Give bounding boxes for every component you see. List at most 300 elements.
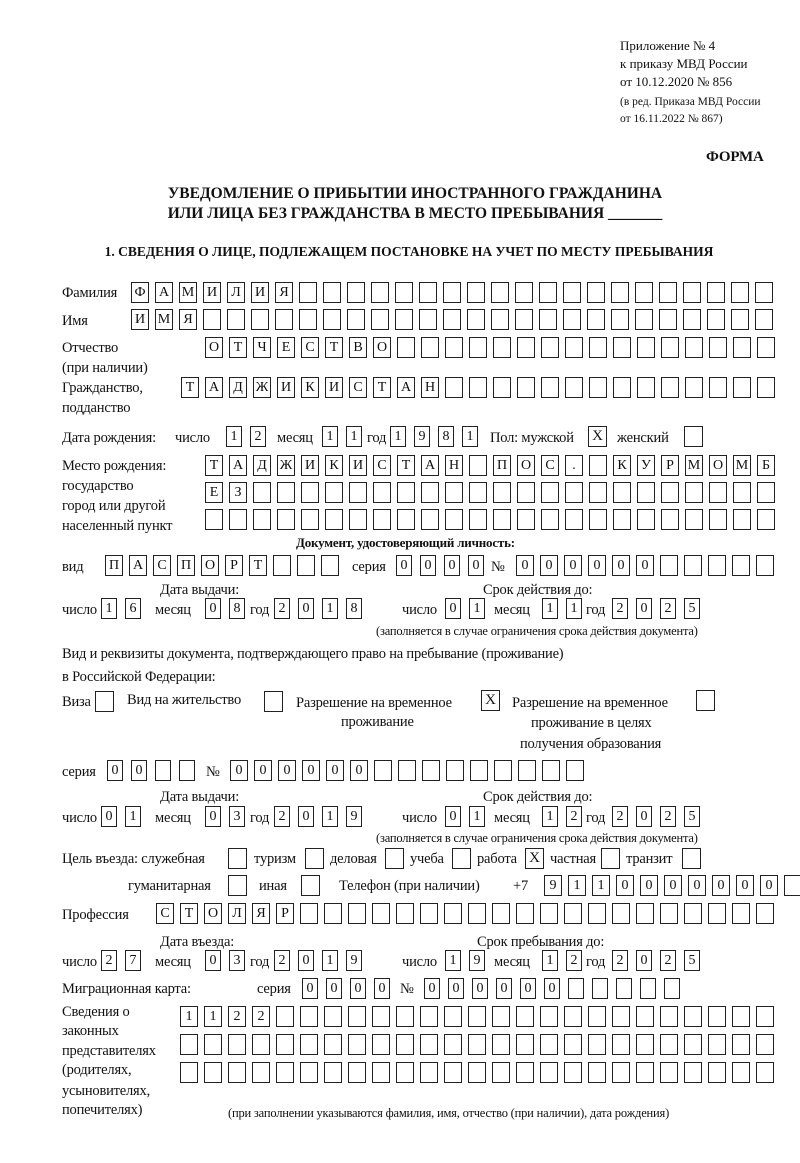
cell[interactable] (347, 309, 365, 330)
temp-residence-edu-checkbox[interactable] (696, 690, 715, 711)
cell[interactable] (469, 337, 487, 358)
purpose-transit-checkbox[interactable] (682, 848, 701, 869)
cell[interactable]: 0 (468, 555, 484, 576)
cell[interactable] (277, 509, 295, 530)
cell[interactable]: 0 (588, 555, 606, 576)
cell[interactable]: И (203, 282, 221, 303)
cell[interactable]: Т (325, 337, 343, 358)
cell[interactable]: 2 (274, 950, 290, 971)
cell[interactable]: Я (275, 282, 293, 303)
cell[interactable] (683, 309, 701, 330)
cell[interactable]: 1 (101, 598, 117, 619)
cell[interactable]: 1 (542, 598, 558, 619)
cell[interactable] (709, 482, 727, 503)
cell[interactable]: 0 (101, 806, 117, 827)
cell[interactable] (349, 482, 367, 503)
cell[interactable] (565, 482, 583, 503)
cell[interactable] (227, 309, 245, 330)
cell[interactable] (300, 1034, 318, 1055)
cell[interactable] (228, 1034, 246, 1055)
cell[interactable] (685, 377, 703, 398)
cell[interactable] (756, 1034, 774, 1055)
cell[interactable] (684, 1006, 702, 1027)
cell[interactable] (372, 1062, 390, 1083)
cell[interactable] (180, 1062, 198, 1083)
residence-permit-checkbox[interactable] (264, 691, 283, 712)
cell[interactable]: 0 (278, 760, 296, 781)
cell[interactable] (660, 1006, 678, 1027)
cell[interactable] (733, 377, 751, 398)
cell[interactable] (324, 1062, 342, 1083)
cell[interactable] (204, 1034, 222, 1055)
purpose-study-checkbox[interactable] (452, 848, 471, 869)
cell[interactable] (637, 377, 655, 398)
cell[interactable]: 1 (469, 598, 485, 619)
cell[interactable] (420, 1006, 438, 1027)
cell[interactable] (273, 555, 291, 576)
cell[interactable]: 9 (346, 950, 362, 971)
cell[interactable]: 1 (462, 426, 478, 447)
cell[interactable] (397, 482, 415, 503)
cell[interactable] (348, 1006, 366, 1027)
cell[interactable] (565, 509, 583, 530)
cell[interactable]: 1 (322, 950, 338, 971)
cell[interactable]: 9 (414, 426, 430, 447)
cell[interactable] (445, 337, 463, 358)
cell[interactable] (708, 903, 726, 924)
cell[interactable] (539, 309, 557, 330)
cell[interactable] (589, 482, 607, 503)
cell[interactable] (445, 482, 463, 503)
cell[interactable] (515, 309, 533, 330)
cell[interactable]: К (613, 455, 631, 476)
cell[interactable]: 0 (445, 806, 461, 827)
cell[interactable] (612, 1006, 630, 1027)
cell[interactable] (445, 509, 463, 530)
cell[interactable] (565, 377, 583, 398)
cell[interactable]: 0 (736, 875, 754, 896)
cell[interactable]: М (685, 455, 703, 476)
cell[interactable] (756, 903, 774, 924)
cell[interactable]: О (205, 337, 223, 358)
cell[interactable]: 2 (101, 950, 117, 971)
cell[interactable] (613, 377, 631, 398)
cell[interactable]: Р (276, 903, 294, 924)
cell[interactable] (443, 309, 461, 330)
cell[interactable]: 0 (636, 598, 652, 619)
cell[interactable] (541, 509, 559, 530)
cell[interactable]: 9 (469, 950, 485, 971)
cell[interactable]: 5 (684, 806, 700, 827)
cell[interactable]: С (373, 455, 391, 476)
cell[interactable]: 2 (612, 950, 628, 971)
cell[interactable]: И (301, 455, 319, 476)
cell[interactable] (300, 1062, 318, 1083)
cell[interactable] (494, 760, 512, 781)
cell[interactable] (422, 760, 440, 781)
cell[interactable]: 2 (612, 598, 628, 619)
cell[interactable]: 0 (298, 950, 314, 971)
cell[interactable] (444, 1034, 462, 1055)
cell[interactable] (203, 309, 221, 330)
cell[interactable]: М (733, 455, 751, 476)
cell[interactable]: Д (229, 377, 247, 398)
cell[interactable]: 0 (205, 598, 221, 619)
cell[interactable]: 2 (252, 1006, 270, 1027)
purpose-service-checkbox[interactable] (228, 848, 247, 869)
cell[interactable] (640, 978, 656, 999)
cell[interactable] (372, 903, 390, 924)
cell[interactable]: 5 (684, 950, 700, 971)
cell[interactable] (397, 509, 415, 530)
cell[interactable] (661, 509, 679, 530)
cell[interactable]: 7 (125, 950, 141, 971)
cell[interactable]: Р (661, 455, 679, 476)
cell[interactable] (589, 337, 607, 358)
cell[interactable]: 0 (444, 555, 460, 576)
cell[interactable]: 1 (542, 806, 558, 827)
cell[interactable]: 0 (616, 875, 634, 896)
cell[interactable] (733, 509, 751, 530)
cell[interactable] (324, 903, 342, 924)
cell[interactable] (516, 1034, 534, 1055)
cell[interactable] (635, 309, 653, 330)
cell[interactable]: 0 (205, 950, 221, 971)
cell[interactable]: 2 (612, 806, 628, 827)
cell[interactable] (492, 1062, 510, 1083)
cell[interactable] (541, 337, 559, 358)
cell[interactable] (563, 282, 581, 303)
cell[interactable] (612, 1034, 630, 1055)
cell[interactable] (371, 309, 389, 330)
cell[interactable]: И (251, 282, 269, 303)
cell[interactable] (469, 509, 487, 530)
cell[interactable] (516, 1062, 534, 1083)
cell[interactable] (659, 309, 677, 330)
cell[interactable] (732, 903, 750, 924)
cell[interactable]: 0 (688, 875, 706, 896)
cell[interactable]: 0 (298, 598, 314, 619)
cell[interactable]: 2 (660, 806, 676, 827)
cell[interactable]: П (177, 555, 195, 576)
cell[interactable] (588, 1006, 606, 1027)
cell[interactable] (446, 760, 464, 781)
cell[interactable] (444, 1006, 462, 1027)
cell[interactable] (731, 309, 749, 330)
cell[interactable] (421, 337, 439, 358)
cell[interactable]: Р (225, 555, 243, 576)
cell[interactable]: 1 (322, 426, 338, 447)
cell[interactable]: З (229, 482, 247, 503)
cell[interactable] (660, 1062, 678, 1083)
cell[interactable]: 6 (125, 598, 141, 619)
cell[interactable] (419, 309, 437, 330)
cell[interactable] (251, 309, 269, 330)
cell[interactable] (707, 309, 725, 330)
cell[interactable] (540, 1006, 558, 1027)
purpose-business-checkbox[interactable] (385, 848, 404, 869)
visa-checkbox[interactable] (95, 691, 114, 712)
cell[interactable]: Т (373, 377, 391, 398)
cell[interactable] (297, 555, 315, 576)
cell[interactable]: И (131, 309, 149, 330)
cell[interactable]: Я (179, 309, 197, 330)
cell[interactable] (180, 1034, 198, 1055)
cell[interactable] (372, 1006, 390, 1027)
cell[interactable]: И (277, 377, 295, 398)
cell[interactable] (275, 309, 293, 330)
cell[interactable] (421, 509, 439, 530)
cell[interactable]: 2 (660, 950, 676, 971)
cell[interactable] (756, 555, 774, 576)
cell[interactable]: Е (205, 482, 223, 503)
cell[interactable]: 0 (448, 978, 464, 999)
cell[interactable] (637, 482, 655, 503)
cell[interactable]: С (156, 903, 174, 924)
cell[interactable] (420, 1034, 438, 1055)
cell[interactable]: У (637, 455, 655, 476)
cell[interactable] (660, 1034, 678, 1055)
cell[interactable]: 0 (326, 760, 344, 781)
cell[interactable]: 0 (230, 760, 248, 781)
cell[interactable] (589, 455, 607, 476)
cell[interactable]: 0 (520, 978, 536, 999)
cell[interactable] (493, 337, 511, 358)
cell[interactable] (396, 1006, 414, 1027)
cell[interactable] (347, 282, 365, 303)
cell[interactable]: 0 (640, 875, 658, 896)
cell[interactable] (588, 903, 606, 924)
cell[interactable]: П (493, 455, 511, 476)
cell[interactable] (587, 282, 605, 303)
cell[interactable] (613, 337, 631, 358)
cell[interactable] (491, 282, 509, 303)
cell[interactable]: 0 (298, 806, 314, 827)
cell[interactable] (708, 1034, 726, 1055)
cell[interactable]: В (349, 337, 367, 358)
cell[interactable]: 0 (516, 555, 534, 576)
cell[interactable] (563, 309, 581, 330)
cell[interactable] (396, 903, 414, 924)
cell[interactable]: 2 (274, 806, 290, 827)
cell[interactable] (757, 377, 775, 398)
cell[interactable] (661, 377, 679, 398)
cell[interactable]: И (349, 455, 367, 476)
cell[interactable]: П (105, 555, 123, 576)
cell[interactable] (252, 1062, 270, 1083)
cell[interactable] (395, 282, 413, 303)
cell[interactable] (515, 282, 533, 303)
cell[interactable]: С (153, 555, 171, 576)
cell[interactable] (420, 1062, 438, 1083)
cell[interactable] (493, 482, 511, 503)
cell[interactable]: 2 (274, 598, 290, 619)
cell[interactable]: 5 (684, 598, 700, 619)
cell[interactable] (636, 1034, 654, 1055)
cell[interactable]: 8 (438, 426, 454, 447)
cell[interactable]: 0 (107, 760, 123, 781)
cell[interactable] (470, 760, 488, 781)
cell[interactable] (565, 337, 583, 358)
cell[interactable] (445, 377, 463, 398)
cell[interactable]: 0 (636, 806, 652, 827)
cell[interactable]: 0 (254, 760, 272, 781)
cell[interactable]: 0 (350, 760, 368, 781)
cell[interactable] (492, 903, 510, 924)
cell[interactable] (733, 337, 751, 358)
cell[interactable] (684, 903, 702, 924)
cell[interactable]: 0 (396, 555, 412, 576)
cell[interactable] (469, 455, 487, 476)
cell[interactable] (493, 509, 511, 530)
cell[interactable]: 8 (229, 598, 245, 619)
cell[interactable]: А (421, 455, 439, 476)
cell[interactable] (661, 337, 679, 358)
cell[interactable]: 0 (540, 555, 558, 576)
cell[interactable]: А (229, 455, 247, 476)
cell[interactable] (444, 1062, 462, 1083)
cell[interactable] (253, 482, 271, 503)
cell[interactable]: М (155, 309, 173, 330)
cell[interactable] (732, 1062, 750, 1083)
temp-residence-checkbox[interactable]: X (481, 690, 500, 711)
cell[interactable]: О (709, 455, 727, 476)
cell[interactable] (421, 482, 439, 503)
cell[interactable] (398, 760, 416, 781)
cell[interactable]: А (397, 377, 415, 398)
cell[interactable] (276, 1062, 294, 1083)
cell[interactable]: . (565, 455, 583, 476)
cell[interactable] (517, 337, 535, 358)
cell[interactable]: А (155, 282, 173, 303)
cell[interactable]: И (325, 377, 343, 398)
cell[interactable]: 2 (660, 598, 676, 619)
cell[interactable] (637, 337, 655, 358)
cell[interactable]: 1 (592, 875, 610, 896)
cell[interactable] (636, 1062, 654, 1083)
cell[interactable] (685, 337, 703, 358)
cell[interactable]: 9 (544, 875, 562, 896)
cell[interactable]: 3 (229, 950, 245, 971)
cell[interactable]: 0 (496, 978, 512, 999)
cell[interactable]: 1 (445, 950, 461, 971)
cell[interactable] (205, 509, 223, 530)
cell[interactable]: О (517, 455, 535, 476)
cell[interactable]: 0 (424, 978, 440, 999)
cell[interactable] (684, 1034, 702, 1055)
cell[interactable]: 1 (226, 426, 242, 447)
cell[interactable] (253, 509, 271, 530)
cell[interactable]: 0 (636, 555, 654, 576)
cell[interactable]: Д (253, 455, 271, 476)
cell[interactable] (493, 377, 511, 398)
cell[interactable]: 0 (472, 978, 488, 999)
cell[interactable] (636, 903, 654, 924)
cell[interactable]: С (301, 337, 319, 358)
cell[interactable] (468, 1006, 486, 1027)
cell[interactable] (587, 309, 605, 330)
cell[interactable] (469, 482, 487, 503)
cell[interactable] (516, 903, 534, 924)
cell[interactable] (371, 282, 389, 303)
cell[interactable]: 0 (302, 760, 320, 781)
cell[interactable] (469, 377, 487, 398)
cell[interactable] (588, 1034, 606, 1055)
cell[interactable] (324, 1006, 342, 1027)
cell[interactable] (492, 1034, 510, 1055)
cell[interactable] (568, 978, 584, 999)
cell[interactable] (616, 978, 632, 999)
cell[interactable] (373, 509, 391, 530)
cell[interactable] (541, 482, 559, 503)
cell[interactable]: 2 (566, 806, 582, 827)
cell[interactable] (708, 1006, 726, 1027)
cell[interactable] (784, 875, 800, 896)
cell[interactable] (611, 282, 629, 303)
cell[interactable] (276, 1006, 294, 1027)
cell[interactable] (300, 1006, 318, 1027)
cell[interactable] (732, 1034, 750, 1055)
cell[interactable] (756, 1062, 774, 1083)
cell[interactable]: 1 (390, 426, 406, 447)
cell[interactable]: 1 (180, 1006, 198, 1027)
cell[interactable] (732, 555, 750, 576)
cell[interactable]: 0 (131, 760, 147, 781)
cell[interactable] (542, 760, 560, 781)
cell[interactable] (300, 903, 318, 924)
cell[interactable] (228, 1062, 246, 1083)
cell[interactable] (564, 1006, 582, 1027)
cell[interactable] (349, 509, 367, 530)
cell[interactable] (277, 482, 295, 503)
cell[interactable]: Л (227, 282, 245, 303)
cell[interactable]: 0 (544, 978, 560, 999)
cell[interactable]: Е (277, 337, 295, 358)
cell[interactable]: Т (397, 455, 415, 476)
cell[interactable]: 0 (636, 950, 652, 971)
cell[interactable]: 9 (346, 806, 362, 827)
cell[interactable] (612, 903, 630, 924)
cell[interactable]: 0 (420, 555, 436, 576)
cell[interactable] (419, 282, 437, 303)
cell[interactable] (613, 482, 631, 503)
cell[interactable]: 0 (664, 875, 682, 896)
cell[interactable] (613, 509, 631, 530)
cell[interactable] (685, 482, 703, 503)
cell[interactable] (564, 903, 582, 924)
cell[interactable]: 1 (542, 950, 558, 971)
cell[interactable]: 2 (228, 1006, 246, 1027)
cell[interactable]: 0 (326, 978, 342, 999)
cell[interactable]: 2 (250, 426, 266, 447)
cell[interactable] (755, 309, 773, 330)
cell[interactable]: 0 (302, 978, 318, 999)
cell[interactable] (397, 337, 415, 358)
cell[interactable]: Н (421, 377, 439, 398)
cell[interactable] (709, 509, 727, 530)
cell[interactable]: 1 (566, 598, 582, 619)
cell[interactable] (323, 282, 341, 303)
cell[interactable] (612, 1062, 630, 1083)
cell[interactable] (755, 282, 773, 303)
cell[interactable]: 0 (445, 598, 461, 619)
cell[interactable] (491, 309, 509, 330)
cell[interactable] (420, 903, 438, 924)
cell[interactable] (372, 1034, 390, 1055)
cell[interactable] (443, 282, 461, 303)
cell[interactable]: Ж (253, 377, 271, 398)
cell[interactable]: 1 (322, 806, 338, 827)
